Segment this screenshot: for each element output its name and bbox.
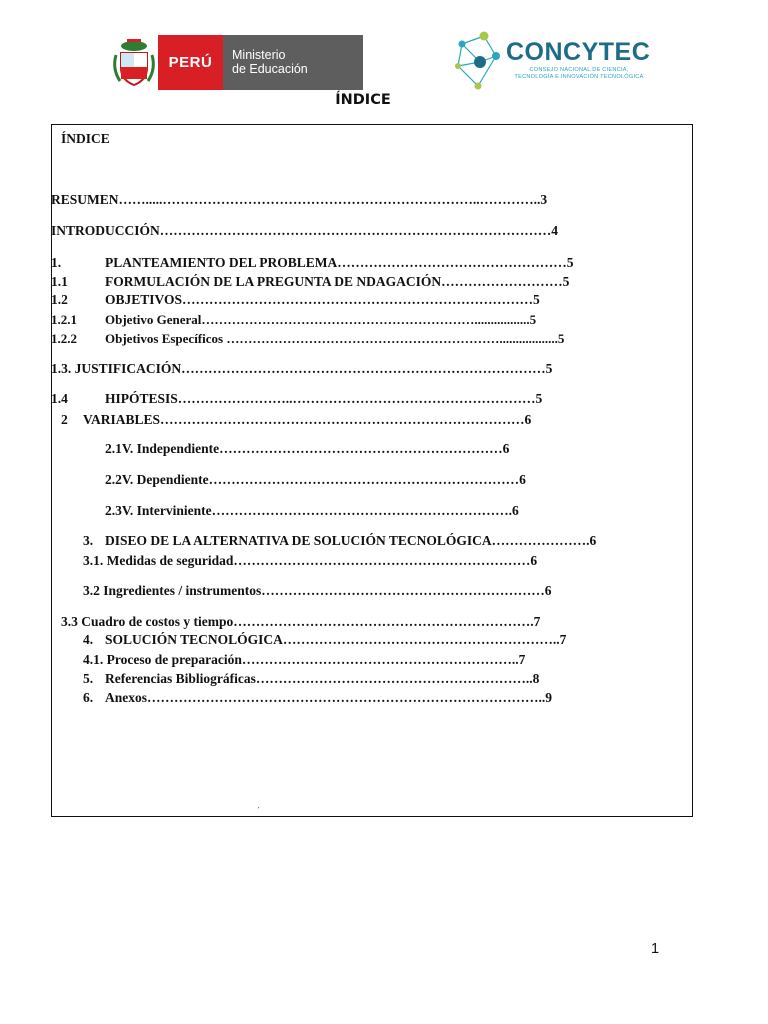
stray-accent-mark: ´: [257, 806, 260, 815]
toc-entry: [61, 412, 531, 428]
toc-entry: [51, 292, 540, 308]
toc-entry: [83, 652, 525, 668]
toc-entry-text: Objetivos Específicos ………………………………………………………..................5: [105, 331, 565, 346]
concytec-subtitle-line-2: TECNOLOGÍA E INNOVACIÓN TECNOLÓGICA: [514, 73, 644, 80]
concytec-subtitle: [507, 67, 651, 80]
toc-entry-number: 4.: [83, 632, 94, 647]
toc-entry: [83, 690, 552, 706]
toc-entry: [51, 255, 574, 271]
concytec-subtitle-line-1: CONSEJO NACIONAL DE CIENCIA,: [529, 67, 629, 73]
toc-entry-number: 1.2: [51, 292, 68, 307]
toc-entry: [83, 553, 537, 569]
toc-entry: [83, 583, 552, 599]
peru-label: PERÚ: [158, 35, 223, 90]
toc-entry-text: 3.3 Cuadro de costos y tiempo………………………………………………………….7: [61, 614, 541, 629]
toc-entry-text: FORMULACIÓN DE LA PREGUNTA DE NDAGACIÓN………………………5: [105, 274, 570, 289]
toc-entry: [83, 533, 596, 549]
toc-entry-number: 1.4: [51, 391, 68, 406]
toc-entry-text: 2.2V. Dependiente……………………………………………………………6: [105, 472, 526, 487]
toc-entry-text: 3.2 Ingredientes / instrumentos………………………………………………………6: [83, 583, 552, 598]
toc-entry-text: 2.3V. Interviniente………………………………………………………….6: [105, 503, 519, 518]
toc-entry-number: 1.1: [51, 274, 68, 289]
toc-entry: [105, 503, 519, 519]
toc-entry-text: 3.1. Medidas de seguridad…………………………………………………………6: [83, 553, 538, 568]
toc-entry-text: Referencias Bibliográficas……………………………………………………..8: [105, 671, 540, 686]
toc-entry-text: HIPÓTESIS……………………..………………………………………………5: [105, 391, 543, 406]
toc-entry-text: 4.1. Proceso de preparación……………………………………………………..7: [83, 652, 526, 667]
toc-entry-number: 1.2.2: [51, 331, 77, 346]
concytec-logo: [450, 28, 655, 92]
toc-entry: [105, 472, 526, 488]
toc-entry-text: Anexos……………………………………………………………………………..9: [105, 690, 553, 705]
toc-entry: [51, 223, 558, 239]
network-nodes-icon: [450, 28, 506, 92]
concytec-wordmark: CONCYTEC: [506, 38, 651, 66]
toc-entry-number: 3.: [83, 533, 94, 548]
toc-heading: ÍNDICE: [61, 131, 110, 146]
toc-entry-text: DISEO DE LA ALTERNATIVA DE SOLUCIÓN TECNOLÓGICA………………….6: [105, 533, 597, 548]
ministry-name: [223, 35, 363, 90]
toc-entry-text: 2.1V. Independiente………………………………………………………6: [105, 441, 510, 456]
toc-entry-number: 5.: [83, 671, 94, 686]
toc-entry-text: 1.3. JUSTIFICACIÓN………………………………………………………………………5: [51, 361, 553, 376]
toc-entry: [61, 614, 540, 630]
toc-entry: [83, 671, 539, 687]
toc-entry-text: VARIABLES………………………………………………………………………6: [83, 412, 532, 427]
toc-entry: [105, 441, 509, 457]
toc-entry: [51, 391, 542, 407]
toc-entry-text: SOLUCIÓN TECNOLÓGICA……………………………………………………..7: [105, 632, 567, 647]
toc-entry-number: 1.2.1: [51, 312, 77, 327]
toc-entry-number: 6.: [83, 690, 94, 705]
ministerio-educacion-logo: [110, 35, 363, 90]
toc-entry-text: OBJETIVOS……………………………………………………………………5: [105, 292, 540, 307]
ministry-line-1: Ministerio: [232, 48, 286, 62]
toc-entry: [83, 632, 566, 648]
toc-entry-text: PLANTEAMIENTO DEL PROBLEMA……………………………………………5: [105, 255, 574, 270]
ministry-line-2: de Educación: [232, 62, 308, 76]
toc-entry-text: Objetivo General……………………………………………………….................5: [105, 312, 537, 327]
page-number: 1: [651, 941, 660, 957]
toc-entry-number: 1.: [51, 255, 62, 270]
toc-entry: [51, 192, 547, 208]
document-title: ÍNDICE: [335, 92, 391, 108]
toc-entry: [51, 331, 564, 347]
toc-entry: [51, 361, 552, 377]
toc-entry: [51, 312, 536, 328]
toc-entry-text: RESUMEN…….....……………………………………………………………..…………..3: [51, 192, 548, 207]
peru-coat-of-arms-icon: [110, 35, 158, 90]
toc-entry: [51, 274, 569, 290]
toc-entry-number: 2: [61, 412, 68, 427]
toc-entry-text: INTRODUCCIÓN……………………………………………………………………………4: [51, 223, 559, 238]
